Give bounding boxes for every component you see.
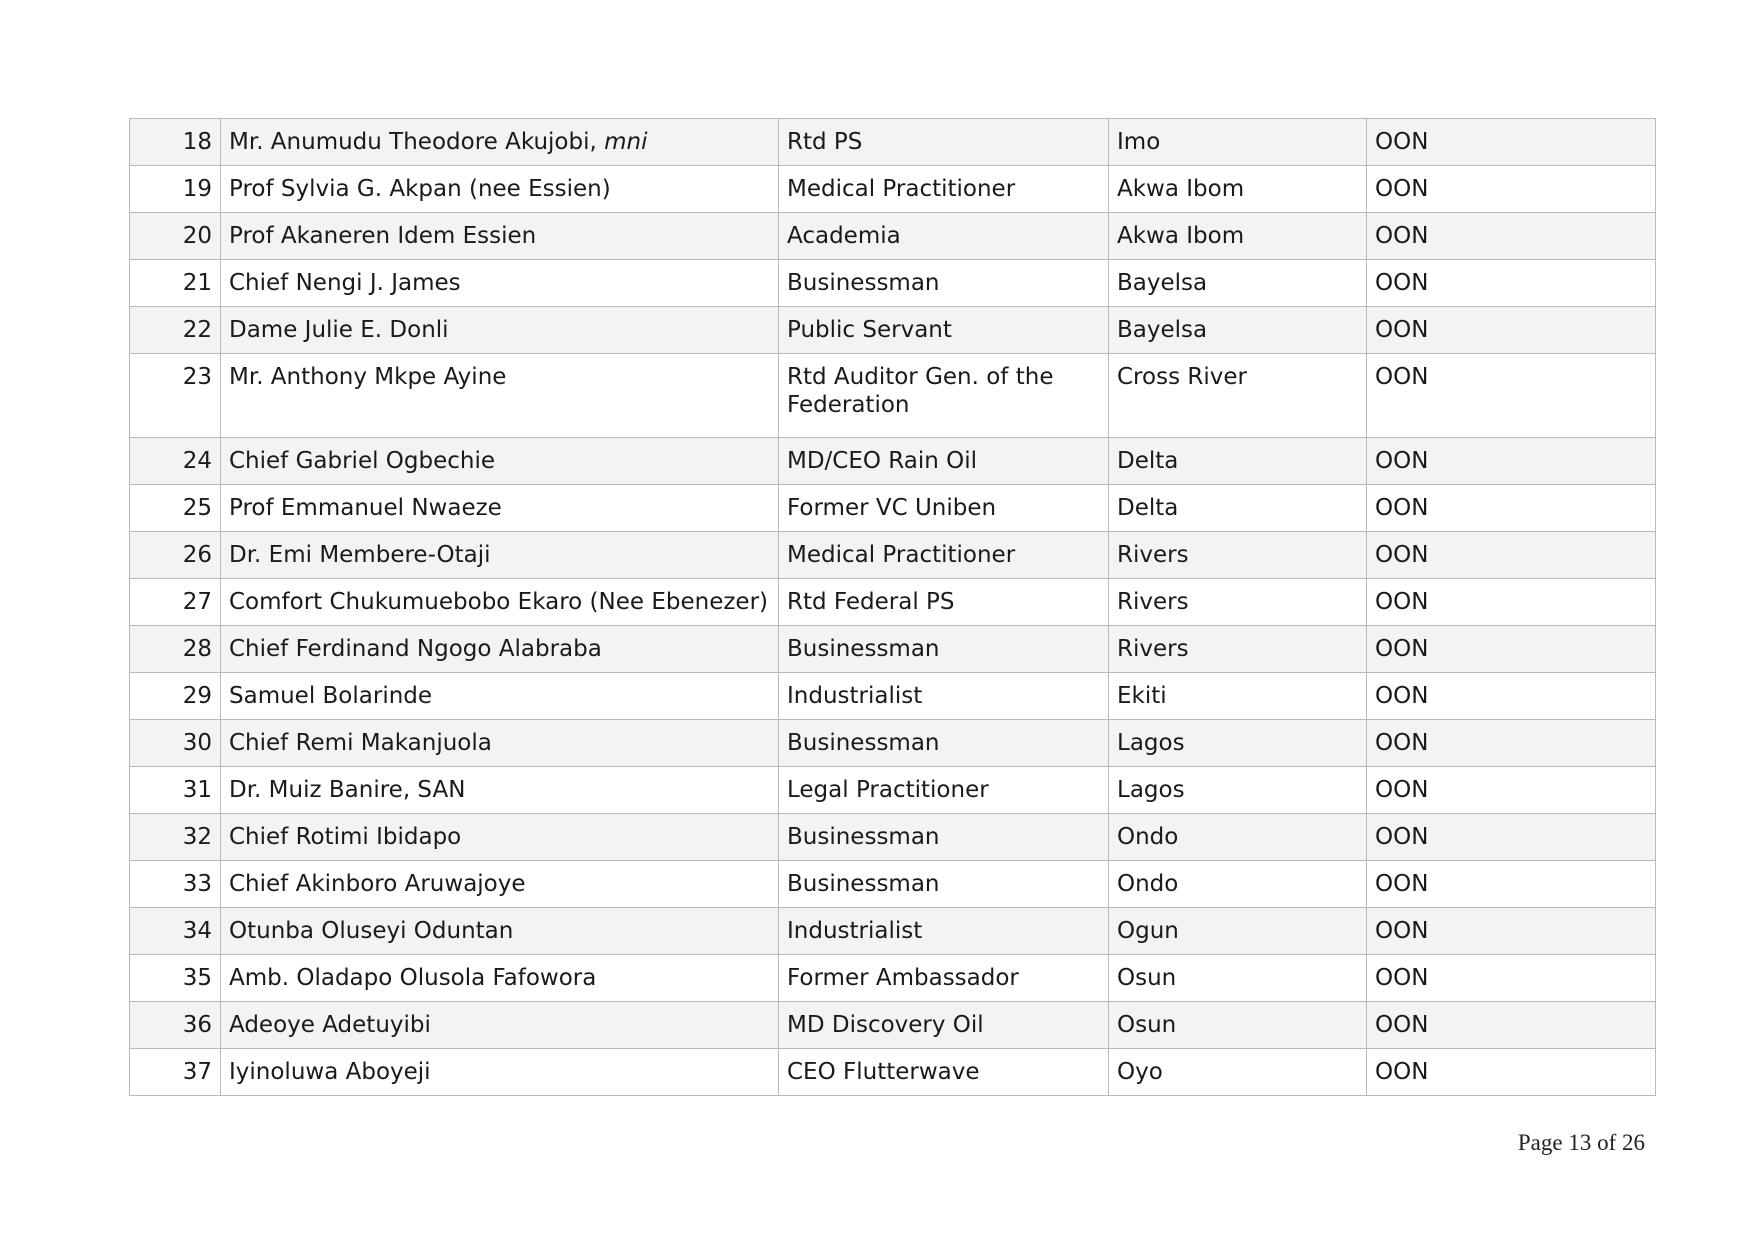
state: Delta: [1109, 438, 1367, 485]
row-number: 37: [130, 1049, 221, 1096]
awardee-name: Chief Akinboro Aruwajoye: [221, 861, 779, 908]
occupation: Rtd Federal PS: [779, 579, 1109, 626]
row-number: 30: [130, 720, 221, 767]
state: Ondo: [1109, 861, 1367, 908]
table-row: [130, 166, 1656, 213]
table-row: [130, 720, 1656, 767]
awardee-name: Chief Ferdinand Ngogo Alabraba: [221, 626, 779, 673]
row-number: 34: [130, 908, 221, 955]
award: OON: [1367, 814, 1656, 861]
occupation: MD Discovery Oil: [779, 1002, 1109, 1049]
occupation: Academia: [779, 213, 1109, 260]
table-row: [130, 579, 1656, 626]
award: OON: [1367, 119, 1656, 166]
award: OON: [1367, 579, 1656, 626]
state: Osun: [1109, 955, 1367, 1002]
award: OON: [1367, 307, 1656, 354]
state: Oyo: [1109, 1049, 1367, 1096]
awardee-name: Prof Akaneren Idem Essien: [221, 213, 779, 260]
table-row: [130, 260, 1656, 307]
table-row: [130, 213, 1656, 260]
awardee-name: Mr. Anthony Mkpe Ayine: [221, 354, 779, 438]
occupation: Businessman: [779, 720, 1109, 767]
row-number: 31: [130, 767, 221, 814]
state: Bayelsa: [1109, 260, 1367, 307]
row-number: 25: [130, 485, 221, 532]
occupation: Public Servant: [779, 307, 1109, 354]
state: Lagos: [1109, 720, 1367, 767]
table-row: [130, 1049, 1656, 1096]
table-row: [130, 861, 1656, 908]
page-number: Page 13 of 26: [1517, 1130, 1645, 1155]
table-row: [130, 673, 1656, 720]
award: OON: [1367, 908, 1656, 955]
award: OON: [1367, 1002, 1656, 1049]
occupation: Medical Practitioner: [779, 166, 1109, 213]
awards-table: [129, 118, 1656, 1096]
award: OON: [1367, 1049, 1656, 1096]
occupation: Businessman: [779, 626, 1109, 673]
state: Rivers: [1109, 626, 1367, 673]
occupation: MD/CEO Rain Oil: [779, 438, 1109, 485]
award: OON: [1367, 767, 1656, 814]
state: Ogun: [1109, 908, 1367, 955]
table-row: [130, 438, 1656, 485]
award: OON: [1367, 166, 1656, 213]
occupation: Industrialist: [779, 673, 1109, 720]
awardee-name: [221, 119, 779, 166]
award: OON: [1367, 260, 1656, 307]
occupation: Businessman: [779, 861, 1109, 908]
table-row: [130, 908, 1656, 955]
occupation: Medical Practitioner: [779, 532, 1109, 579]
award: OON: [1367, 673, 1656, 720]
awardee-name: Chief Gabriel Ogbechie: [221, 438, 779, 485]
awardee-name: Prof Sylvia G. Akpan (nee Essien): [221, 166, 779, 213]
award: OON: [1367, 213, 1656, 260]
row-number: 20: [130, 213, 221, 260]
awardee-name: Chief Rotimi Ibidapo: [221, 814, 779, 861]
table-row: [130, 532, 1656, 579]
table-row: [130, 354, 1656, 438]
awardee-name: Prof Emmanuel Nwaeze: [221, 485, 779, 532]
table-row: [130, 1002, 1656, 1049]
award: OON: [1367, 861, 1656, 908]
state: Bayelsa: [1109, 307, 1367, 354]
row-number: 18: [130, 119, 221, 166]
awardee-name: Chief Remi Makanjuola: [221, 720, 779, 767]
awardee-name: Adeoye Adetuyibi: [221, 1002, 779, 1049]
table-row: [130, 814, 1656, 861]
award: OON: [1367, 626, 1656, 673]
row-number: 35: [130, 955, 221, 1002]
awardee-name: Dr. Emi Membere-Otaji: [221, 532, 779, 579]
table-row: [130, 626, 1656, 673]
occupation: CEO Flutterwave: [779, 1049, 1109, 1096]
occupation: Former Ambassador: [779, 955, 1109, 1002]
row-number: 22: [130, 307, 221, 354]
table-row: [130, 119, 1656, 166]
row-number: 32: [130, 814, 221, 861]
awardee-name: Dr. Muiz Banire, SAN: [221, 767, 779, 814]
award: OON: [1367, 485, 1656, 532]
state: Ondo: [1109, 814, 1367, 861]
state: Ekiti: [1109, 673, 1367, 720]
row-number: 21: [130, 260, 221, 307]
table-row: [130, 955, 1656, 1002]
state: Rivers: [1109, 579, 1367, 626]
occupation: Former VC Uniben: [779, 485, 1109, 532]
row-number: 27: [130, 579, 221, 626]
occupation: Businessman: [779, 260, 1109, 307]
occupation: Businessman: [779, 814, 1109, 861]
award: OON: [1367, 354, 1656, 438]
award: OON: [1367, 720, 1656, 767]
occupation: Rtd PS: [779, 119, 1109, 166]
row-number: 36: [130, 1002, 221, 1049]
state: Imo: [1109, 119, 1367, 166]
row-number: 29: [130, 673, 221, 720]
occupation: Rtd Auditor Gen. of the Federation: [779, 354, 1109, 438]
awardee-name: Otunba Oluseyi Oduntan: [221, 908, 779, 955]
state: Rivers: [1109, 532, 1367, 579]
state: Osun: [1109, 1002, 1367, 1049]
state: Lagos: [1109, 767, 1367, 814]
state: Akwa Ibom: [1109, 166, 1367, 213]
table-row: [130, 307, 1656, 354]
awardee-name-text: Mr. Anumudu Theodore Akujobi,: [229, 129, 605, 155]
awardee-name: Samuel Bolarinde: [221, 673, 779, 720]
table-row: [130, 485, 1656, 532]
state: Cross River: [1109, 354, 1367, 438]
row-number: 23: [130, 354, 221, 438]
occupation: Legal Practitioner: [779, 767, 1109, 814]
awardee-name: Chief Nengi J. James: [221, 260, 779, 307]
award: OON: [1367, 438, 1656, 485]
table-row: [130, 767, 1656, 814]
awardee-name: Amb. Oladapo Olusola Fafowora: [221, 955, 779, 1002]
row-number: 24: [130, 438, 221, 485]
awardee-name: Dame Julie E. Donli: [221, 307, 779, 354]
awardee-name-suffix: mni: [604, 129, 648, 155]
awardee-name: Comfort Chukumuebobo Ekaro (Nee Ebenezer): [221, 579, 779, 626]
award: OON: [1367, 532, 1656, 579]
occupation: Industrialist: [779, 908, 1109, 955]
state: Delta: [1109, 485, 1367, 532]
row-number: 19: [130, 166, 221, 213]
award: OON: [1367, 955, 1656, 1002]
state: Akwa Ibom: [1109, 213, 1367, 260]
row-number: 33: [130, 861, 221, 908]
row-number: 26: [130, 532, 221, 579]
awardee-name: Iyinoluwa Aboyeji: [221, 1049, 779, 1096]
row-number: 28: [130, 626, 221, 673]
